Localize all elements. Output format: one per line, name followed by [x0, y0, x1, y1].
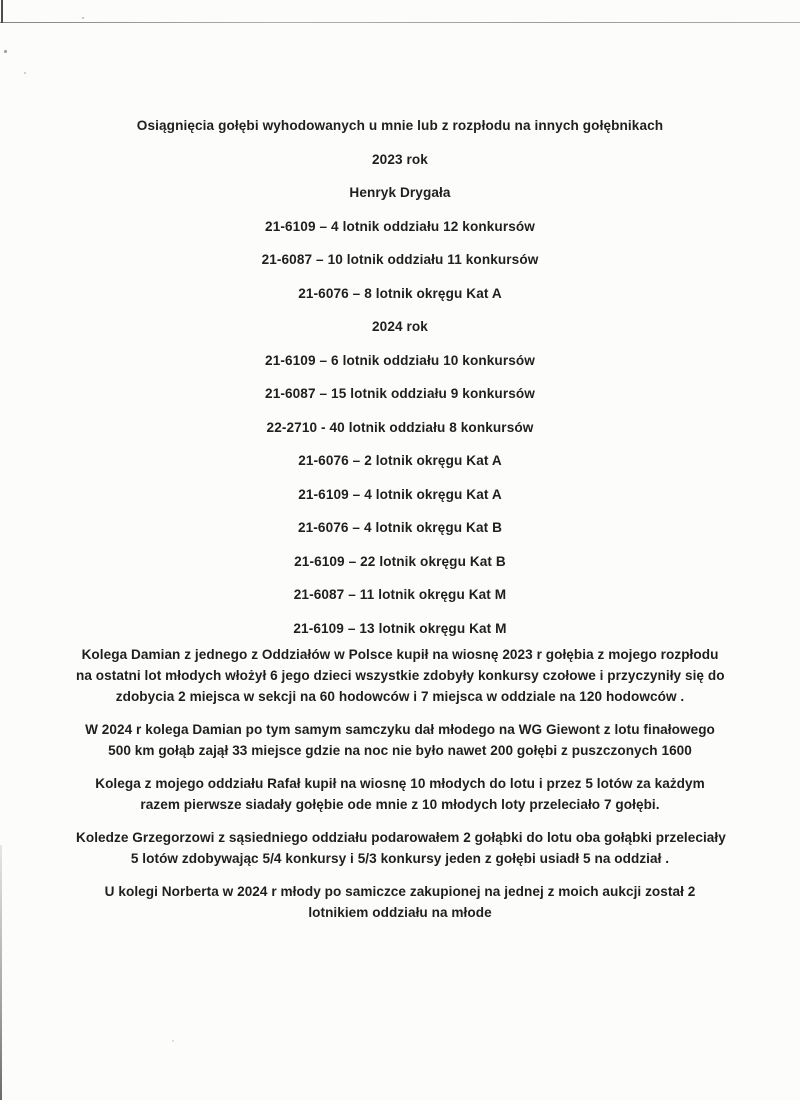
record-line-2023: 21-6076 – 8 lotnik okręgu Kat A: [298, 285, 502, 301]
record-line-2024: 21-6109 – 4 lotnik okręgu Kat A: [298, 486, 502, 502]
paragraph-damian-2023: [76, 645, 724, 707]
scan-speck: [4, 50, 7, 53]
record-line-2023: 21-6109 – 4 lotnik oddziału 12 konkursów: [265, 218, 535, 234]
scan-speck: [172, 1040, 174, 1042]
paragraph-line: na ostatni lot młodych włożył 6 jego dzieci wszystkie zdobyły konkursy czołowe i przyczyniły się do: [76, 667, 725, 683]
record-line-2024: 21-6109 – 22 lotnik okręgu Kat B: [294, 553, 506, 569]
year-2024-heading: 2024 rok: [372, 319, 428, 334]
records-section: [0, 109, 800, 645]
record-line-2024: 21-6087 – 11 lotnik okręgu Kat M: [293, 587, 507, 602]
paragraph-grzegorz: [76, 828, 724, 870]
paragraph-line: 500 km gołąb zajął 33 miejsce gdzie na noc nie było nawet 200 gołębi z puszczonych 1600: [108, 742, 692, 758]
paragraph-norbert: [76, 882, 724, 924]
record-line-2024: 21-6109 – 6 lotnik oddziału 10 konkursów: [265, 352, 535, 368]
paragraph-damian-2024: [76, 720, 724, 762]
breeder-name: Henryk Drygała: [349, 185, 451, 200]
document-title: Osiągnięcia gołębi wyhodowanych u mnie lub z rozpłodu na innych gołębnikach: [136, 118, 664, 133]
paragraph-line: Kolega z mojego oddziału Rafał kupił na wiosnę 10 młodych do lotu i przez 5 lotów za każdym: [95, 775, 705, 791]
record-line-2024: 21-6109 – 13 lotnik okręgu Kat M: [293, 620, 507, 636]
narrative-section: [0, 645, 800, 936]
scan-artifact-corner-tick: [1, 0, 3, 23]
scan-artifact-top-line: [0, 22, 800, 23]
record-line-2024: 21-6087 – 15 lotnik oddziału 9 konkursów: [265, 386, 535, 401]
paragraph-line: Koledze Grzegorzowi z sąsiedniego oddziału podarowałem 2 gołąbki do lotu oba gołąbki przeleciały: [76, 830, 726, 846]
record-line-2024: 21-6076 – 4 lotnik okręgu Kat B: [297, 520, 503, 535]
paragraph-line: W 2024 r kolega Damian po tym samym samczyku dał młodego na WG Giewont z lotu finałowego: [85, 721, 715, 737]
paragraph-line: 5 lotów zdobywając 5/4 konkursy i 5/3 konkursy jeden z gołębi usiadł 5 na oddział .: [130, 850, 670, 866]
paragraph-line: razem pierwsze siadały gołębie ode mnie z 10 młodych loty przeleciało 7 gołębi.: [140, 796, 660, 812]
record-line-2024: 21-6076 – 2 lotnik okręgu Kat A: [298, 453, 502, 468]
record-line-2024: 22-2710 - 40 lotnik oddziału 8 konkursów: [266, 419, 534, 435]
paragraph-rafal: [76, 774, 724, 816]
scan-speck: [82, 17, 84, 19]
paragraph-line: U kolegi Norberta w 2024 r młody po samiczce zakupionej na jednej z moich aukcji został 2: [104, 884, 696, 900]
record-line-2023: 21-6087 – 10 lotnik oddziału 11 konkursów: [261, 252, 539, 267]
scan-speck: [24, 72, 26, 74]
paragraph-line: Kolega Damian z jednego z Oddziałów w Polsce kupił na wiosnę 2023 r gołębia z mojego rozpłodu: [81, 647, 719, 662]
paragraph-line: zdobycia 2 miejsca w sekcji na 60 hodowców i 7 miejsca w oddziale na 120 hodowców .: [115, 688, 685, 704]
paragraph-line: lotnikiem oddziału na młode: [308, 904, 492, 920]
year-2023-heading: 2023 rok: [372, 151, 428, 167]
